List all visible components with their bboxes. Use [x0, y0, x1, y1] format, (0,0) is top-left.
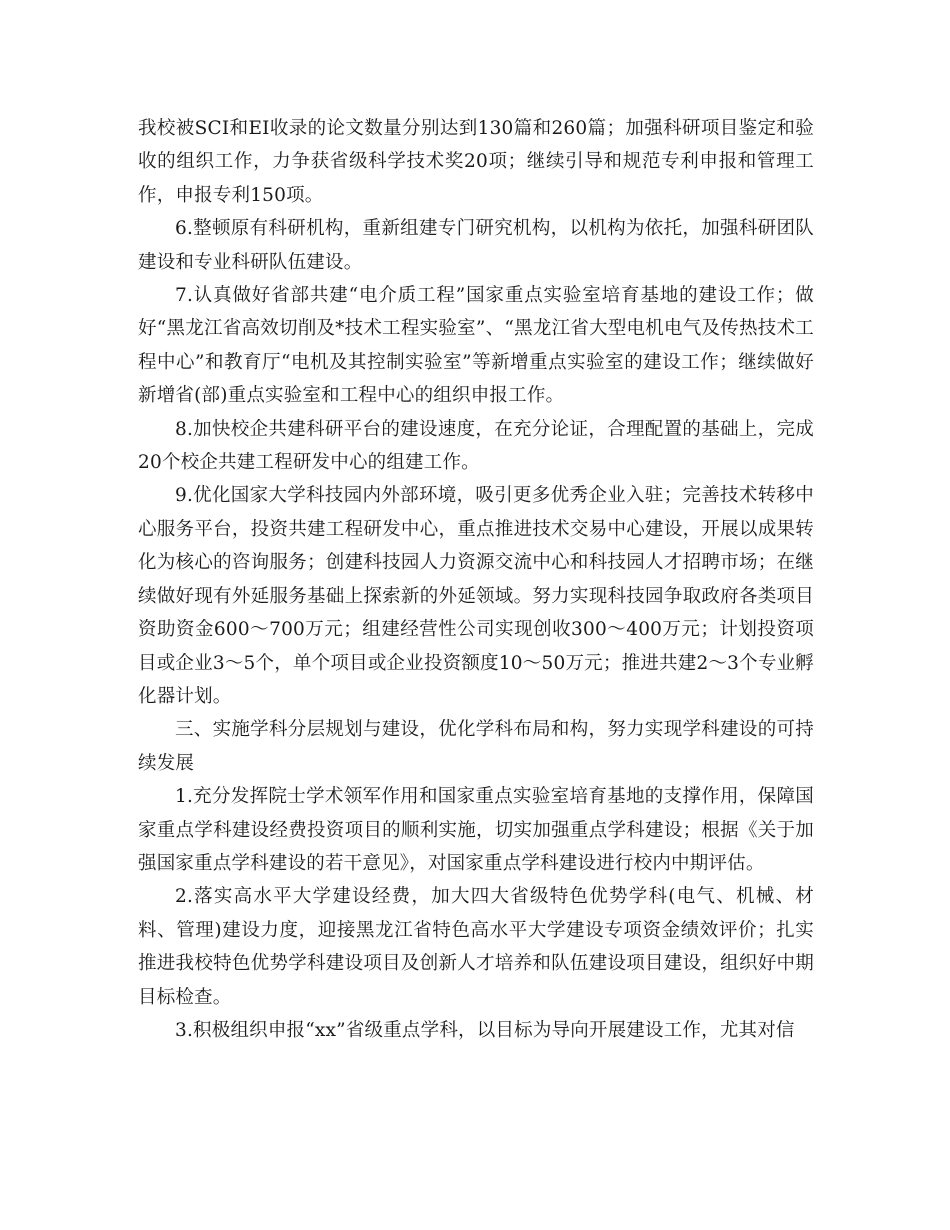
section-heading-three: 三、实施学科分层规划与建设，优化学科布局和构，努力实现学科建设的可持续发展 [138, 719, 814, 774]
paragraph-item-6: 6.整顿原有科研机构，重新组建专门研究机构，以机构为依托，加强科研团队建设和专业科研队伍建设。 [138, 218, 814, 273]
document-body [138, 112, 814, 1047]
paragraph-section3-item-3: 3.积极组织申报“xx”省级重点学科，以目标为导向开展建设工作，尤其对信 [175, 1019, 795, 1041]
paragraph-section3-item-2: 2.落实高水平大学建设经费，加大四大省级特色优势学科(电气、机械、材料、管理)建设力度，迎接黑龙江省特色高水平大学建设专项资金绩效评价；扎实推进我校特色优势学科建设项目及创新人才培养和队伍建设项目建设，组织好中期目标检查。 [138, 886, 814, 1008]
paragraph-item-7: 7.认真做好省部共建“电介质工程”国家重点实验室培育基地的建设工作；做好“黑龙江省高效切削及*技术工程实验室”、“黑龙江省大型电机电气及传热技术工程中心”和教育厅“电机及其控制实验室”等新增重点实验室的建设工作；继续做好新增省(部)重点实验室和工程中心的组织申报工作。 [138, 285, 814, 407]
paragraph-section3-item-1: 1.充分发挥院士学术领军作用和国家重点实验室培育基地的支撑作用，保障国家重点学科建设经费投资项目的顺利实施，切实加强重点学科建设；根据《关于加强国家重点学科建设的若干意见》，对国家重点学科建设进行校内中期评估。 [138, 786, 814, 874]
paragraph-item-9: 9.优化国家大学科技园内外部环境，吸引更多优秀企业入驻；完善技术转移中心服务平台，投资共建工程研发中心，重点推进技术交易中心建设，开展以成果转化为核心的咨询服务；创建科技园人力资源交流中心和科技园人才招聘市场；在继续做好现有外延服务基础上探索新的外延领域。努力实现科技园争取政府各类项目资助资金600～700万元；组建经营性公司实现创收300～400万元；计划投资项目或企业3～5个，单个项目或企业投资额度10～50万元；推进共建2～3个专业孵化器计划。 [138, 485, 814, 707]
paragraph-item-8: 8.加快校企共建科研平台的建设速度，在充分论证，合理配置的基础上，完成20个校企共建工程研发中心的组建工作。 [138, 418, 814, 474]
paragraph-sci-ei: 我校被SCI和EI收录的论文数量分别达到130篇和260篇；加强科研项目鉴定和验收的组织工作，力争获省级科学技术奖20项；继续引导和规范专利申报和管理工作，申报专利150项。 [138, 118, 814, 206]
